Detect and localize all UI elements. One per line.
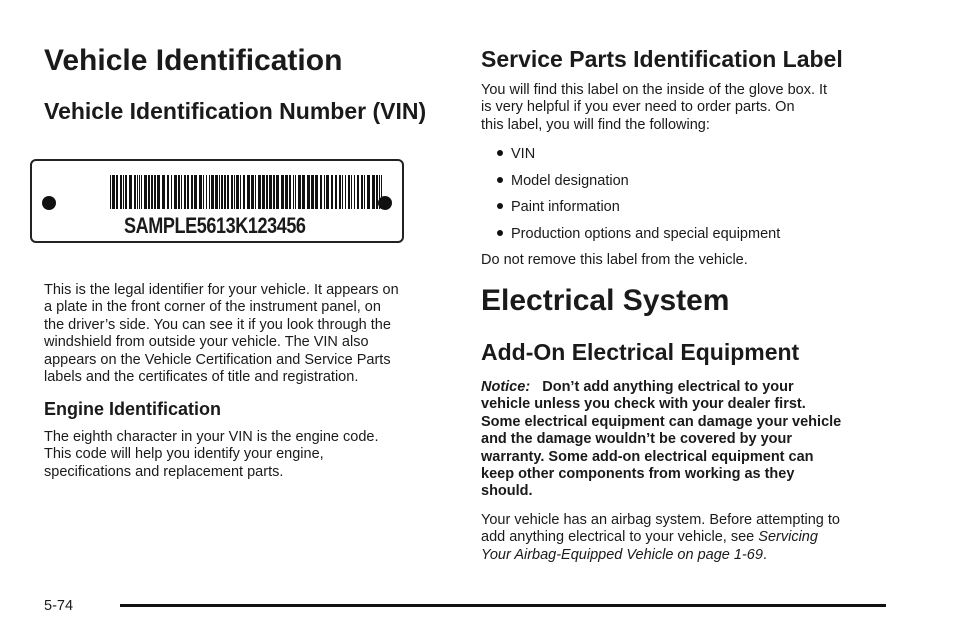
- text-line: The eighth character in your VIN is the engine code.: [44, 429, 379, 445]
- text-line: This is the legal identifier for your vehicle. It appears on: [44, 282, 399, 298]
- text-line: Your Airbag-Equipped Vehicle on page 1-69.: [481, 546, 767, 563]
- footer-rule: [120, 604, 886, 607]
- text-line: is very helpful if you ever need to order parts. On: [481, 99, 795, 116]
- list-item: Model designation: [481, 173, 780, 200]
- bullet-icon: [497, 230, 503, 236]
- notice-first-line: [481, 379, 891, 396]
- vin-paragraph: [44, 282, 444, 386]
- text-line: Don’t add anything electrical to your: [542, 379, 794, 395]
- spid-bullet-list: [481, 146, 780, 252]
- section-title-vehicle-identification: Vehicle Identification: [44, 44, 343, 77]
- list-item: Paint information: [481, 199, 780, 226]
- text-line: windshield from outside your vehicle. The VIN also: [44, 334, 369, 351]
- text-line: Your vehicle has an airbag system. Before attempting to: [481, 512, 840, 528]
- list-item: VIN: [481, 146, 780, 173]
- bullet-icon: [497, 177, 503, 183]
- text-line: add anything electrical to your vehicle, see Servicing: [481, 529, 818, 546]
- spid-paragraph: [481, 82, 891, 134]
- notice-block: [481, 379, 891, 501]
- text-line: warranty. Some add-on electrical equipment can: [481, 448, 814, 465]
- text-line: Do not remove this label from the vehicle.: [481, 252, 748, 268]
- text-line: This code will help you identify your engine,: [44, 446, 324, 463]
- bullet-icon: [497, 150, 503, 156]
- page-number: 5-74: [44, 598, 74, 614]
- text-line: Some electrical equipment can damage your vehicle: [481, 413, 842, 430]
- barcode-graphic: [110, 175, 382, 209]
- list-item: Production options and special equipment: [481, 226, 780, 253]
- text-line: this label, you will find the following:: [481, 116, 710, 133]
- engine-paragraph: [44, 429, 444, 481]
- airbag-paragraph: [481, 512, 891, 564]
- heading-addon-electrical: Add-On Electrical Equipment: [481, 339, 800, 365]
- text-line: keep other components from working as they: [481, 466, 795, 483]
- cross-reference-link[interactable]: Your Airbag-Equipped Vehicle on page 1-69: [481, 546, 763, 563]
- text-line: a plate in the front corner of the instrument panel, on: [44, 299, 381, 316]
- heading-engine-identification: Engine Identification: [44, 399, 222, 419]
- section-title-electrical-system: Electrical System: [481, 284, 730, 317]
- notice-label: Notice:: [481, 379, 531, 395]
- text-line: vehicle unless you check with your dealer first.: [481, 396, 806, 413]
- spid-note: [481, 252, 748, 269]
- heading-vin: Vehicle Identification Number (VIN): [44, 98, 427, 124]
- text-line: and the damage wouldn’t be covered by your: [481, 431, 792, 448]
- vin-plate-illustration: [30, 159, 404, 243]
- cross-reference-link[interactable]: Servicing: [758, 529, 818, 546]
- text-line: the driver’s side. You can see it if you look through the: [44, 316, 391, 333]
- text-line: You will find this label on the inside of the glove box. It: [481, 82, 828, 98]
- heading-service-parts-label: Service Parts Identification Label: [481, 46, 843, 72]
- plate-hole-left: [42, 196, 56, 210]
- bullet-icon: [497, 203, 503, 209]
- text-line: specifications and replacement parts.: [44, 463, 284, 480]
- text-line: should.: [481, 483, 533, 500]
- text-line: appears on the Vehicle Certification and Service Parts: [44, 351, 391, 368]
- vin-plate-number: SAMPLE5613K123456: [124, 213, 306, 238]
- text-line: labels and the certificates of title and registration.: [44, 369, 359, 386]
